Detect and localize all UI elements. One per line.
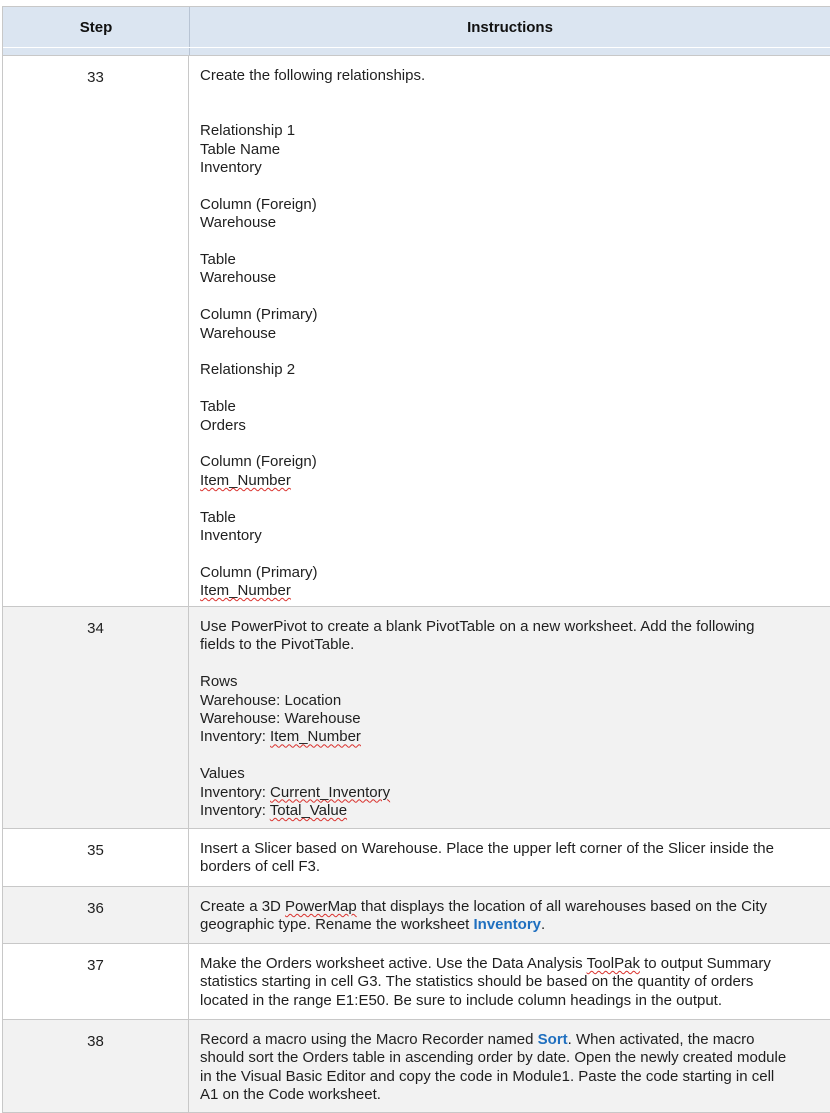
field-value: Warehouse	[200, 214, 277, 232]
field-label: Column (Primary)	[200, 306, 318, 324]
instruction-cell	[189, 887, 830, 943]
step-number: 35	[3, 829, 189, 886]
relationship-title: Relationship 2	[200, 361, 296, 379]
field-label: Table	[200, 508, 236, 526]
table-row	[3, 829, 830, 887]
field-value: Warehouse	[200, 324, 277, 342]
field-label: Table	[200, 398, 236, 416]
header-divider	[3, 47, 830, 56]
instruction-text: A1 on the Code worksheet.	[200, 1086, 381, 1104]
field-label: Column (Primary)	[200, 563, 318, 581]
field-label: Table Name	[200, 140, 281, 158]
table-row	[3, 56, 830, 607]
table-row	[3, 1020, 830, 1113]
instruction-text: geographic type. Rename the worksheet	[200, 916, 474, 934]
step-number: 38	[3, 1020, 189, 1112]
instruction-cell	[189, 829, 830, 886]
instruction-text: .	[541, 916, 546, 934]
step-column-header: Step	[3, 7, 190, 47]
highlighted-term: Inventory	[473, 916, 542, 934]
field-prefix: Inventory:	[200, 802, 270, 820]
field-prefix: Inventory:	[200, 783, 271, 801]
instruction-text: located in the range E1:E50. Be sure to include column headings in the output.	[200, 991, 723, 1009]
field-label: Values	[200, 765, 245, 783]
field-label: Rows	[200, 673, 238, 691]
field-value: Current_Inventory	[270, 783, 391, 801]
field-label: Column (Foreign)	[200, 195, 317, 213]
field-value: Inventory	[200, 159, 262, 177]
field-prefix: Inventory:	[200, 728, 271, 746]
instructions-column-header: Instructions	[467, 18, 553, 36]
highlighted-term: Sort	[537, 1031, 568, 1048]
instruction-text: Make the Orders worksheet active. Use the Data Analysis	[200, 955, 587, 972]
field-label: Column (Foreign)	[200, 453, 317, 471]
instruction-text: Create a 3D	[200, 898, 286, 915]
instruction-text: should sort the Orders table in ascending order by date. Open the newly created module	[200, 1049, 787, 1067]
instruction-cell	[189, 56, 830, 606]
instruction-text: borders of cell F3.	[200, 858, 321, 876]
table-row	[3, 607, 830, 829]
instruction-text: Use PowerPivot to create a blank PivotTable on a new worksheet. Add the following	[200, 618, 755, 635]
instruction-cell	[189, 944, 830, 1019]
table-header	[3, 6, 830, 47]
field-value: Warehouse	[200, 269, 277, 287]
field-value: Warehouse: Warehouse	[200, 710, 361, 728]
instruction-text: to output Summary	[639, 955, 771, 972]
table-row	[3, 887, 830, 944]
instruction-text: in the Visual Basic Editor and copy the code in Module1. Paste the code starting in cell	[200, 1067, 775, 1085]
field-label: Table	[200, 251, 236, 269]
relationship-title: Relationship 1	[200, 122, 296, 140]
field-value: Warehouse: Location	[200, 691, 342, 709]
instructions-table	[2, 6, 830, 1113]
instruction-text: Record a macro using the Macro Recorder named	[200, 1031, 538, 1048]
instruction-cell	[189, 1020, 830, 1112]
instruction-cell	[189, 607, 830, 828]
instruction-text: fields to the PivotTable.	[200, 636, 355, 654]
instruction-text: that displays the location of all warehouses based on the City	[356, 898, 767, 915]
instruction-term: ToolPak	[586, 955, 640, 972]
instruction-text: statistics starting in cell G3. The statistics should be based on the quantity of orders	[200, 973, 754, 991]
step-number: 37	[3, 944, 189, 1019]
table-row	[3, 944, 830, 1020]
instruction-text: Create the following relationships.	[200, 67, 426, 84]
field-value: Orders	[200, 416, 246, 434]
step-number: 36	[3, 887, 189, 943]
instruction-text: Insert a Slicer based on Warehouse. Place the upper left corner of the Slicer inside the	[200, 840, 774, 857]
step-number: 34	[3, 607, 189, 828]
field-value: Total_Value	[269, 802, 348, 820]
instruction-term: PowerMap	[285, 898, 357, 915]
field-value: Item_Number	[200, 471, 291, 489]
instruction-text: . When activated, the macro	[567, 1031, 755, 1048]
field-value: Item_Number	[270, 728, 361, 746]
step-number: 33	[3, 56, 189, 606]
field-value: Item_Number	[200, 582, 291, 600]
field-value: Inventory	[200, 527, 262, 545]
